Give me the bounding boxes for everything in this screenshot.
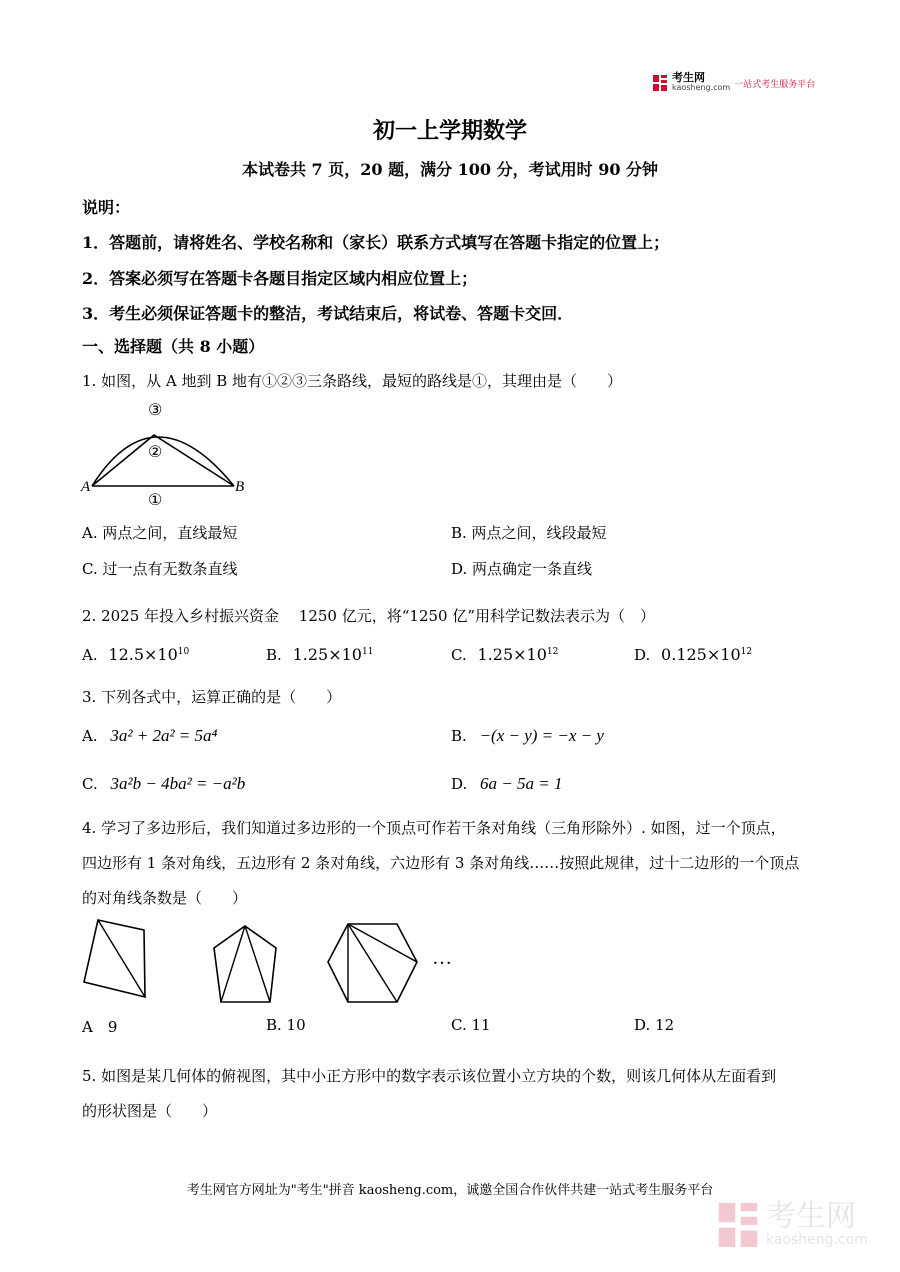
option-base: 12.5×10	[108, 645, 178, 664]
page-footer: 考生网官方网址为"考生"拼音 kaosheng.com，诚邀全国合作伙伴共建一站式考生服务平台	[186, 1183, 714, 1198]
logo-domain: kaosheng.com	[672, 83, 731, 92]
option-letter: C.	[451, 646, 467, 664]
option-c: C. 11	[451, 1016, 491, 1034]
option-letter: B.	[451, 727, 467, 745]
option-letter: C.	[82, 775, 98, 793]
option-base: 1.25×10	[292, 645, 362, 664]
option-a	[82, 645, 189, 664]
option-exponent: 12	[546, 647, 559, 657]
option-expression: 3a² + 2a² = 5a⁴	[110, 726, 218, 745]
kaosheng-logo-icon	[652, 74, 668, 92]
question-5-line: 的形状图是（ ）	[82, 1102, 218, 1120]
quadrilateral-diagonal	[98, 920, 145, 997]
point-b-label: B	[235, 479, 245, 495]
instruction-item: 3．考生必须保证答题卡的整洁，考试结束后，将试卷、答题卡交回．	[82, 304, 574, 323]
option-letter: A.	[82, 727, 98, 745]
option-letter: B.	[266, 646, 282, 664]
option-d	[634, 645, 752, 664]
option-a: A. 两点之间，直线最短	[82, 524, 238, 542]
option-b	[266, 645, 373, 664]
route-2-polyline	[92, 435, 234, 486]
ellipsis: …	[432, 947, 452, 969]
question-4-line: 四边形有 1 条对角线，五边形有 2 条对角线，六边形有 3 条对角线……按照此规律，过十二边形的一个顶点	[82, 854, 800, 872]
page-subtitle: 本试卷共 7 页，20 题，满分 100 分，考试用时 90 分钟	[241, 160, 659, 179]
quadrilateral-shape	[84, 920, 145, 997]
option-b: B. 10	[266, 1016, 306, 1034]
watermark-logo-icon	[716, 1200, 760, 1250]
header-logo	[652, 73, 815, 93]
option-letter: D.	[451, 775, 468, 793]
section-title: 一、选择题（共 8 小题）	[82, 337, 265, 356]
instructions-heading: 说明：	[82, 198, 131, 217]
option-letter: D.	[634, 646, 651, 664]
option-d	[451, 774, 563, 794]
option-expression: 3a²b − 4ba² = −a²b	[110, 774, 246, 793]
question-1-figure	[78, 398, 258, 513]
question-4-line: 4. 学习了多边形后，我们知道过多边形的一个顶点可作若干条对角线（三角形除外）. 如图，过一个顶点，	[82, 819, 786, 837]
option-a: A 9	[82, 1018, 118, 1036]
option-c	[451, 645, 558, 664]
option-expression: −(x − y) = −x − y	[479, 726, 604, 745]
option-a	[82, 726, 217, 746]
pentagon-diagonal	[245, 926, 270, 1002]
option-d: D. 两点确定一条直线	[451, 560, 593, 578]
question-4-line: 的对角线条数是（ ）	[82, 889, 248, 907]
hexagon-diagonal	[348, 924, 397, 1002]
option-c: C. 过一点有无数条直线	[82, 560, 238, 578]
option-base: 1.25×10	[477, 645, 547, 664]
watermark-name: 考生网	[766, 1199, 856, 1234]
logo-name: 考生网	[672, 71, 705, 84]
instruction-item: 1．答题前，请将姓名、学校名称和（家长）联系方式填写在答题卡指定的位置上；	[82, 233, 670, 252]
option-letter: A.	[82, 646, 98, 664]
route-1-label: ①	[148, 492, 163, 509]
question-1-stem: 1. 如图，从 A 地到 B 地有①②③三条路线，最短的路线是①，其理由是（ ）	[82, 372, 623, 390]
route-3-label: ③	[148, 402, 163, 419]
pentagon-diagonal	[221, 926, 245, 1002]
instruction-item: 2．答案必须写在答题卡各题目指定区域内相应位置上；	[82, 269, 478, 288]
option-base: 0.125×10	[661, 645, 741, 664]
route-3-curve	[92, 437, 234, 486]
route-2-label: ②	[148, 444, 163, 461]
point-a-label: A	[81, 479, 91, 495]
option-exponent: 12	[740, 647, 753, 657]
option-exponent: 10	[177, 647, 190, 657]
page-title: 初一上学期数学	[372, 118, 527, 144]
logo-slogan: 一站式考生服务平台	[734, 79, 816, 90]
option-b: B. 两点之间，线段最短	[451, 524, 607, 542]
watermark-logo	[716, 1200, 868, 1250]
option-c	[82, 774, 245, 794]
watermark-domain: kaosheng.com	[766, 1232, 868, 1248]
option-exponent: 11	[361, 647, 374, 657]
option-b	[451, 726, 604, 746]
option-expression: 6a − 5a = 1	[480, 774, 563, 793]
question-4-figure	[78, 914, 478, 1014]
question-3-stem: 3. 下列各式中，运算正确的是（ ）	[82, 688, 342, 706]
option-d: D. 12	[634, 1016, 675, 1034]
question-5-line: 5. 如图是某几何体的俯视图，其中小正方形中的数字表示该位置小立方块的个数，则该几何体从左面看到	[82, 1067, 777, 1085]
question-2-stem: 2. 2025 年投入乡村振兴资金 1250 亿元，将“1250 亿”用科学记数法表示为（ ）	[82, 607, 656, 625]
